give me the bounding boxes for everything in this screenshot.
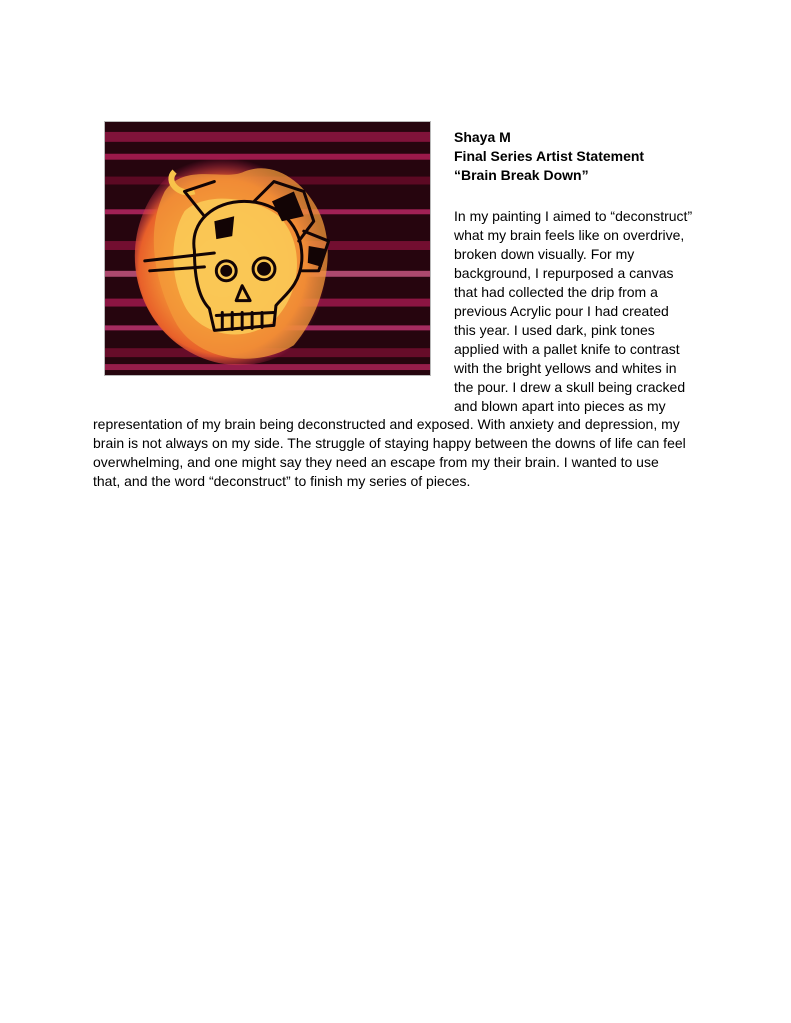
statement-header [454, 128, 754, 185]
statement-line: and blown apart into pieces as my [454, 398, 666, 414]
statement-line: broken down visually. For my [454, 246, 635, 262]
statement-line: this year. I used dark, pink tones [454, 322, 655, 338]
artwork-title: “Brain Break Down” [454, 167, 589, 183]
document-subtitle: Final Series Artist Statement [454, 148, 645, 164]
statement-line: overwhelming, and one might say they need an escape from my their brain. I wanted to use [93, 454, 659, 470]
statement-line: background, I repurposed a canvas [454, 265, 674, 281]
statement-line: that, and the word “deconstruct” to finish my series of pieces. [93, 473, 471, 489]
statement-line: what my brain feels like on overdrive, [454, 227, 685, 243]
statement-line: representation of my brain being deconstructed and exposed. With anxiety and depression, my [93, 416, 680, 432]
statement-line: previous Acrylic pour I had created [454, 303, 669, 319]
statement-body-top [454, 207, 754, 416]
skull-painting-icon [105, 122, 430, 375]
statement-line: with the bright yellows and whites in [454, 360, 677, 376]
statement-line: In my painting I aimed to “deconstruct” [454, 208, 693, 224]
statement-body-bottom [93, 415, 733, 491]
author-name: Shaya M [454, 129, 511, 145]
artwork-image [104, 121, 431, 376]
statement-line: that had collected the drip from a [454, 284, 658, 300]
statement-line: brain is not always on my side. The struggle of staying happy between the downs of life can feel [93, 435, 686, 451]
statement-line: applied with a pallet knife to contrast [454, 341, 680, 357]
statement-line: the pour. I drew a skull being cracked [454, 379, 686, 395]
